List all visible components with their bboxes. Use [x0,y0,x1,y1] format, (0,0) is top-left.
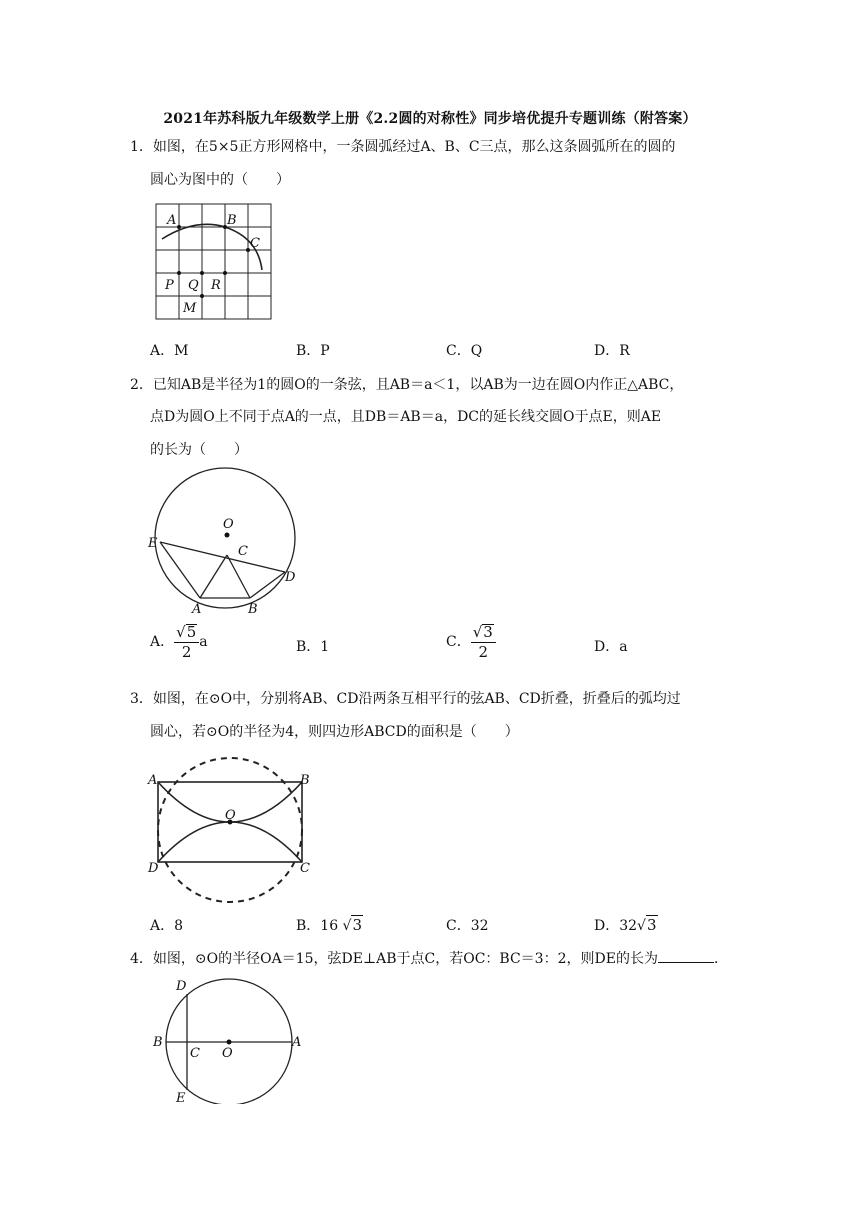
q2-label-o: O [223,517,234,532]
q3-label-c: C [300,861,310,876]
q4-label-a: A [292,1035,302,1050]
q2-label-e: E [148,536,158,551]
q3-option-b: B．16 √3 [296,916,363,934]
q3-line2: 圆心，若⊙O的半径为4，则四边形ABCD的面积是（ ） [150,724,519,740]
q3-option-c: C．32 [446,918,489,934]
q1-option-a: A．M [150,343,189,359]
q2-label-a: A [192,602,202,617]
q2-option-d: D．a [594,639,628,655]
q1-grid-figure [150,198,280,326]
q4-label-o: O [222,1046,233,1061]
q4-circle-figure [146,974,316,1104]
q3-label-d: D [148,861,159,876]
q2-option-c: C． $\frac{√3}{2}$ [446,624,496,660]
q3-folded-circle-figure [143,752,318,910]
page-title: 2021年苏科版九年级数学上册《2.2圆的对称性》同步培优提升专题训练（附答案） [163,111,697,127]
q1-label-p: P [165,278,174,293]
q3-label-a: A [148,773,158,788]
q1-option-c: C．Q [446,343,483,359]
q2-circle-figure [140,462,310,620]
q3-label-b: B [300,773,310,788]
q1-option-b: B．P [296,343,330,359]
q2-option-b: B．1 [296,639,330,655]
answer-blank [658,948,714,963]
q1-option-d: D．R [594,343,630,359]
q3-option-a: A．8 [150,918,184,934]
q1-line2: 圆心为图中的（ ） [150,172,290,188]
q4-label-c: C [190,1046,200,1061]
q1-line1: 1．如图，在5×5正方形网格中，一条圆弧经过A、B、C三点，那么这条圆弧所在的圆的 [130,139,676,155]
q4-label-d: D [176,979,187,994]
q1-label-m: M [183,301,197,316]
q1-label-c: C [250,236,260,251]
q1-label-b: B [227,213,237,228]
q1-label-q: Q [188,278,199,293]
q4-line1: 4．如图，⊙O的半径OA＝15，弦DE⊥AB于点C，若OC：BC＝3：2，则DE的长为 ． [130,948,728,968]
q2-line1: 2．已知AB是半径为1的圆O的一条弦，且AB＝a＜1，以AB为一边在圆O内作正△ABC， [130,377,684,393]
q2-label-d: D [285,570,296,585]
q2-line3: 的长为（ ） [150,442,248,458]
q4-label-b: B [153,1035,163,1050]
q1-label-a: A [167,213,177,228]
q3-option-d: D．32√3 [594,916,657,934]
q4-label-e: E [176,1091,186,1104]
q2-option-a: A． $\frac{√5}{2}$ a [150,623,208,661]
q2-line2: 点D为圆O上不同于点A的一点，且DB＝AB＝a，DC的延长线交圆O于点E，则AE [150,409,662,425]
q3-label-o: O [225,808,236,823]
q1-label-r: R [211,278,221,293]
q2-label-b: B [248,602,258,617]
q2-label-c: C [238,544,248,559]
q3-line1: 3．如图，在⊙O中，分别将AB、CD沿两条互相平行的弦AB、CD折叠，折叠后的弧均过 [130,691,681,707]
